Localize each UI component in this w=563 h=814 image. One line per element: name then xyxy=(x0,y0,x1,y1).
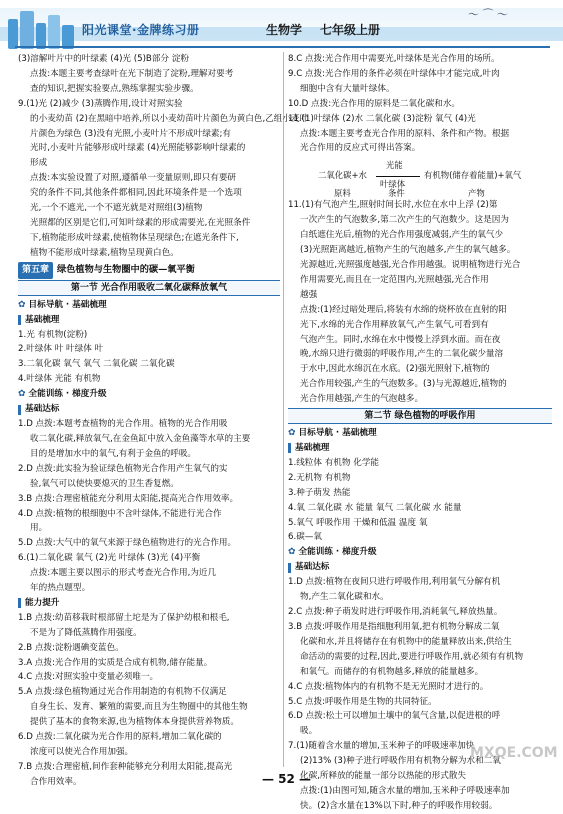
text-line: 4.氧 二氧化碳 水 能量 氧气 二氧化碳 水 能量 xyxy=(288,502,462,513)
section-title: 第一节 光合作用吸收二氧化碳释放氧气 xyxy=(18,280,280,296)
text-line: 5.A 点拨:绿色植物通过光合作用制造的有机物不仅满足 xyxy=(18,687,227,698)
text-line: (2)13% (3)种子进行呼吸作用有机物分解为水和二氧 xyxy=(300,756,501,767)
text-line: 用。 xyxy=(30,523,48,534)
text-line: 命活动的需要的过程,因此,要进行呼吸作用,就必须有有机物 xyxy=(300,651,524,662)
text-line: 点拨:(1)经过暗处理后,将装有水绵的烧杯放在直射的阳 xyxy=(300,304,507,315)
page-header xyxy=(0,0,563,50)
text-line: 点拨:本题主要考查光合作用的原料、条件和产物。根据 xyxy=(300,128,510,139)
grade-label: 七年级上册 xyxy=(320,23,381,37)
text-line: 11.(1)有气泡产生,照射时间长时,水位在水中上浮 (2)第 xyxy=(288,200,498,211)
text-line: 9.C 点拨:光合作用的条件必须在叶绿体中才能完成,叶肉 xyxy=(288,68,500,79)
text-line: 的小麦幼苗 (2)在黑暗中培养,所以小麦幼苗叶片颜色为黄白色,乙组小麦叶 xyxy=(30,113,309,124)
text-line: 1.D 点拨:本题考查植物的光合作用。植物的光合作用吸 xyxy=(18,419,228,430)
text-line: 物,产生二氧化碳和水。 xyxy=(300,592,389,603)
brand-title: 阳光课堂·金牌练习册 xyxy=(82,23,200,37)
equation-label: 原料 xyxy=(334,188,351,199)
text-line: 晚,水绵只进行微弱的呼吸作用,产生的二氧化碳少量溶 xyxy=(300,349,504,360)
text-line: 2.叶绿体 叶 叶绿体 叶 xyxy=(18,344,104,355)
section-title: 第二节 绿色植物的呼吸作用 xyxy=(288,408,552,424)
subheading: 基础达标 xyxy=(18,402,280,417)
text-line: 自身生长、发育、繁殖的需要,而且为生物圈中的其他生物 xyxy=(30,702,248,713)
text-line: 1.B 点拨:幼苗移栽时根部留土坨是为了保护幼根和根毛, xyxy=(18,612,230,623)
equation-label: 条件 xyxy=(388,188,405,199)
photosynthesis-equation xyxy=(288,156,552,198)
star-icon: ✿ xyxy=(288,428,296,439)
subheading: 基础梳理 xyxy=(288,441,552,456)
text-line: 光合作用的反应式可得出答案。 xyxy=(300,143,421,154)
text-line: 3.二氧化碳 氧气 氧气 二氧化碳 二氧化碳 xyxy=(18,359,175,370)
text-line: 光源越近,光照强度越强,光合作用越强。说明植物进行光合 xyxy=(300,259,521,270)
text-line: 3.B 点拨:呼吸作用是指细胞利用氧,把有机物分解成二氧 xyxy=(288,621,500,632)
text-line: 11.(1)叶绿体 (2)水 二氧化碳 (3)淀粉 氧气 (4)光 xyxy=(288,113,476,124)
subheading: 能力提升 xyxy=(18,596,280,611)
right-column xyxy=(288,52,552,814)
text-line: 3.B 点拨:合理密植能充分利用太阳能,提高光合作用效率。 xyxy=(18,493,239,504)
text-line: 查的知识,把握实验要点,熟练掌握实验步骤。 xyxy=(30,83,199,94)
subheading: 基础梳理 xyxy=(18,313,280,328)
watermark: MXQE.COM xyxy=(470,745,558,761)
text-line: 合作用效率。 xyxy=(30,776,82,787)
text-line: 3.种子萌发 热能 xyxy=(288,487,351,498)
text-line: 1.D 点拨:植物在夜间只进行呼吸作用,利用氧气分解有机 xyxy=(288,577,501,588)
text-line: 一次产生的气泡数多,第二次产生的气泡数少。这是因为 xyxy=(300,215,509,226)
text-line: 快。(2)含水量在13%以下时,种子的呼吸作用较弱。 xyxy=(300,800,498,811)
text-line: 3.A 点拨:光合作用的实质是合成有机物,储存能量。 xyxy=(18,657,213,668)
chapter-tag: 第五章 xyxy=(18,262,53,279)
text-line: 7.(1)随着含水量的增加,玉米种子的呼吸速率加快 xyxy=(288,741,475,752)
text-line: 点拨:本题主要以图示的形式考查光合作用,为近几 xyxy=(30,568,217,579)
text-line: 5.C 点拨:呼吸作用是生物的共同特征。 xyxy=(288,696,437,707)
text-line: 6.D 点拨:松土可以增加土壤中的氧气含量,以促进根的呼 xyxy=(288,711,501,722)
chapter-heading xyxy=(18,262,280,279)
star-icon: ✿ xyxy=(18,389,26,400)
page-number: — 52 — xyxy=(262,772,312,786)
text-line: 6.碳—氧 xyxy=(288,532,322,543)
text-line: 吸。 xyxy=(300,726,318,737)
bar-icon xyxy=(18,315,21,325)
text-line: 9.(1)光 (2)减少 (3)蒸腾作用,设计对照实验 xyxy=(18,98,183,109)
equation-products: 有机物(储存着能量)+氧气 xyxy=(424,170,522,181)
text-line: 光照都的区别是它们,可知叶绿素的形成需要光,在光照条件 xyxy=(30,217,251,228)
text-line: 2.D 点拨:此实验为验证绿色植物光合作用产生氧气的实 xyxy=(18,463,228,474)
text-line: 气泡产生。同时,水绵在水中慢慢上浮到水面。而在夜 xyxy=(300,334,501,345)
text-line: 植物不能形成叶绿素,植物呈现黄白色。 xyxy=(30,247,179,258)
band-heading: ✿ 全能训练 · 梯度升级 xyxy=(288,545,552,560)
band-heading: ✿ 目标导航 · 基础梳理 xyxy=(18,298,280,313)
text-line: 光合作用较强,产生的气泡数多。(3)与光源越近,植物的 xyxy=(300,379,507,390)
text-line: 点拨:(1)由图可知,随含水量的增加,玉米种子呼吸速率加 xyxy=(300,785,510,796)
text-line: 光合作用越强,产生的气泡越多。 xyxy=(300,394,424,405)
text-line: 形成 xyxy=(30,158,48,169)
star-icon: ✿ xyxy=(18,299,26,310)
text-line: (3)溶解叶片中的叶绿素 (4)光 (5)B部分 淀粉 xyxy=(18,54,189,64)
text-line: 验,氧气可以使快要熄灭的卫生香复燃。 xyxy=(30,478,179,489)
star-icon: ✿ xyxy=(288,547,296,558)
text-line: 2.B 点拨:淀粉遇碘变蓝色。 xyxy=(18,642,124,653)
text-line: 光下,水绵的光合作用释放氧气,产生氧气,可看到有 xyxy=(300,319,489,330)
text-line: 化碳和水,并且将储存在有机物中的能量释放出来,供给生 xyxy=(300,636,512,647)
text-line: 点拨:本实验设置了对照,遵循单一变量原则,即只有要研 xyxy=(30,173,237,184)
text-line: 作用需要光,而且在一定范围内,光照越强,光合作用 xyxy=(300,274,489,285)
header-rule xyxy=(15,46,550,48)
text-line: 于水中,因此水绵沉在水底。(2)强光照射下,植物的 xyxy=(300,364,490,375)
text-line: 2.无机物 有机物 xyxy=(288,472,351,483)
text-line: 化碳,所释放的能量一部分以热能的形式散失 xyxy=(300,771,467,782)
text-line: 越强 xyxy=(300,289,318,300)
birds-icon: 〜 ⌒ 〜 xyxy=(468,8,508,21)
subject-label: 生物学 xyxy=(266,23,303,37)
subheading: 基础达标 xyxy=(288,560,552,575)
text-line: 究的条件不同,其他条件都相同,因此环境条件是一个选项 xyxy=(30,188,242,199)
chapter-title: 绿色植物与生物圈中的碳—氧平衡 xyxy=(57,263,195,275)
equation-label: 产物 xyxy=(468,188,485,199)
bar-icon xyxy=(288,443,291,453)
text-line: 5.D 点拨:大气中的氧气来源于绿色植物进行的光合作用。 xyxy=(18,538,237,549)
equation-reactants: 二氧化碳+水 xyxy=(318,170,367,181)
text-line: 下,植物能形成叶绿素,使植物体呈现绿色;在遮光条件下, xyxy=(30,232,239,243)
text-line: 光时,小麦叶片能够形成叶绿素 (4)光照能够影响叶绿素的 xyxy=(30,143,246,154)
text-line: 1.线粒体 有机物 化学能 xyxy=(288,457,380,468)
band-heading: ✿ 全能训练 · 梯度升级 xyxy=(18,387,280,402)
bar-icon xyxy=(288,563,291,573)
column-divider xyxy=(283,52,284,767)
text-line: 白纸遮住光后,植物的光合作用强度减弱,产生的氧气少 xyxy=(300,230,504,241)
text-line: 浓度可以使光合作用加强。 xyxy=(30,747,134,758)
bar-icon xyxy=(18,405,21,415)
text-line: 6.(1)二氧化碳 氧气 (2)光 叶绿体 (3)光 (4)平衡 xyxy=(18,553,201,564)
text-line: (3)光照距离越近,植物产生的气泡越多,产生的氧气越多。 xyxy=(300,245,516,256)
text-line: 收二氧化碳,释放氧气,在金鱼缸中放入金鱼藻等水草的主要 xyxy=(30,434,251,444)
text-line: 4.C 点拨:对照实验中变量必须唯一。 xyxy=(18,672,159,683)
text-line: 1.光 有机物(淀粉) xyxy=(18,329,88,340)
band-heading: ✿ 目标导航 · 基础梳理 xyxy=(288,426,552,441)
equation-condition-bottom: 叶绿体 xyxy=(380,179,406,190)
text-line: 8.C 点拨:光合作用中需要光,叶绿体是光合作用的场所。 xyxy=(288,54,500,64)
text-line: 目的是增加水中的氧气,有利于金鱼的呼吸。 xyxy=(30,448,197,459)
text-line: 点拨:本题主要考查绿叶在光下制造了淀粉,理解对要考 xyxy=(30,68,234,79)
text-line: 光,一个不遮光,一个不遮光就是对照组(3)植物 xyxy=(30,203,203,214)
text-line: 和氧气。而储存的有机物越多,释放的能量越多。 xyxy=(300,666,484,677)
bar-icon xyxy=(18,598,21,608)
text-line: 4.C 点拨:植物体内的有机物不是无光照时才进行的。 xyxy=(288,681,489,692)
text-line: 不是为了降低蒸腾作用强度。 xyxy=(30,627,142,638)
text-line: 4.叶绿体 光能 有机物 xyxy=(18,374,101,385)
text-line: 细胞中含有大量叶绿体。 xyxy=(300,83,395,94)
text-line: 10.D 点拨:光合作用的原料是二氧化碳和水。 xyxy=(288,98,461,109)
text-line: 6.D 点拨:二氧化碳为光合作用的原料,增加二氧化碳的 xyxy=(18,732,222,743)
text-line: 年的热点题型。 xyxy=(30,583,91,594)
text-line: 片颜色为绿色 (3)没有光照,小麦叶片不形成叶绿素;有 xyxy=(30,128,232,139)
text-line: 5.氧气 呼吸作用 干燥和低温 温度 氧 xyxy=(288,517,428,528)
text-line: 7.B 点拨:合理密植,间作套种能够充分利用太阳能,提高光 xyxy=(18,761,233,772)
text-line: 4.D 点拨:植物的根细胞中不含叶绿体,不能进行光合作 xyxy=(18,508,222,519)
equation-condition-top: 光能 xyxy=(386,160,403,171)
text-line: 提供了基本的食物来源,也为植物体本身提供营养物质。 xyxy=(30,717,239,728)
text-line: 2.C 点拨:种子萌发时进行呼吸作用,消耗氧气,释放热量。 xyxy=(288,607,503,618)
